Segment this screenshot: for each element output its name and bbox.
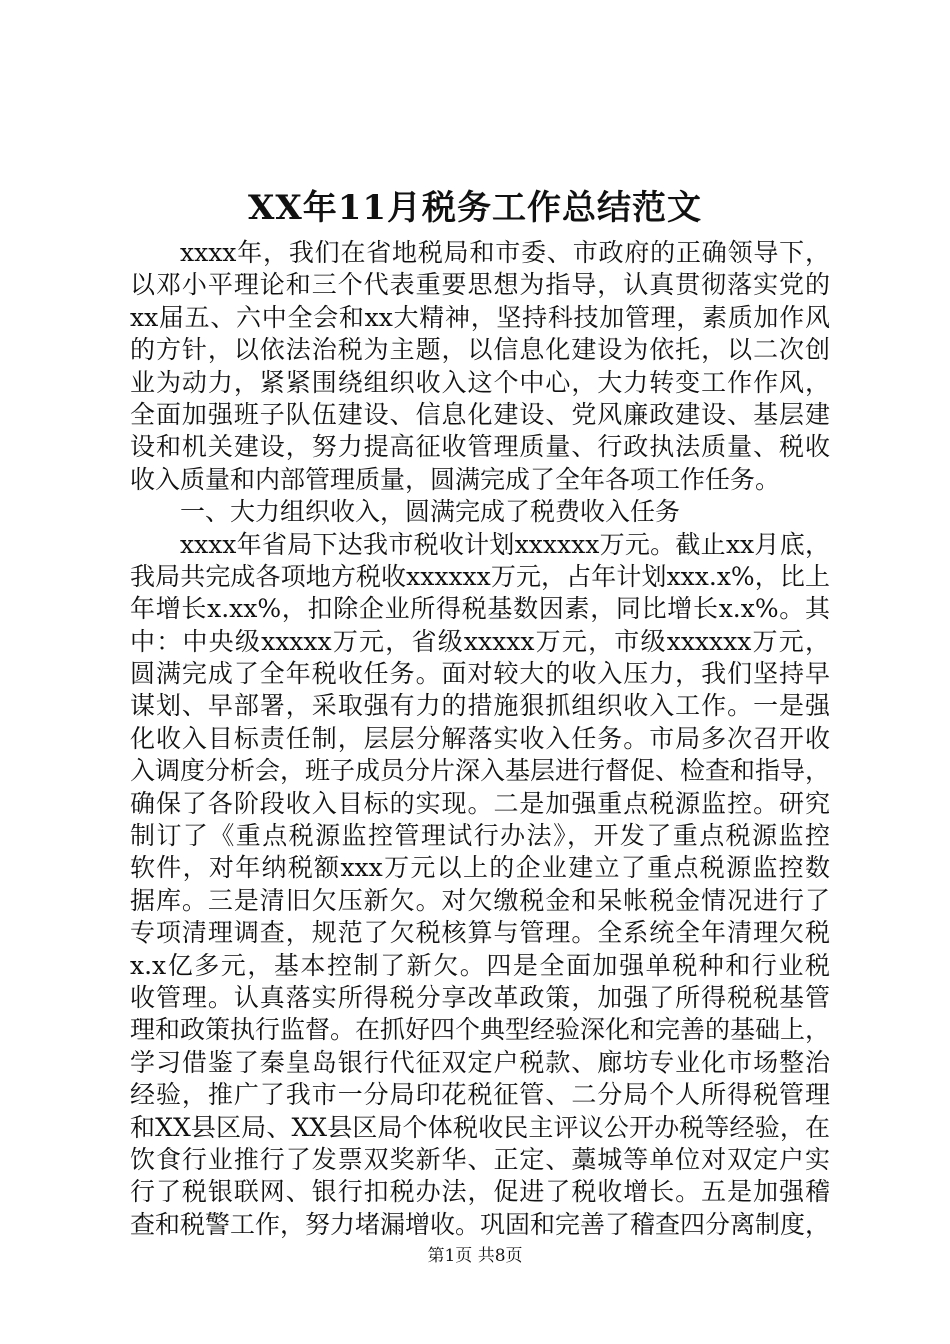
body-line: 以邓小平理论和三个代表重要思想为指导，认真贯彻落实党的 [130,270,830,300]
body-line: 全面加强班子队伍建设、信息化建设、党风廉政建设、基层建 [130,399,830,429]
body-line: xx届五、六中全会和xx大精神，坚持科技加管理，素质加作风 [130,302,830,332]
body-line: 理和政策执行监督。在抓好四个典型经验深化和完善的基础上， [130,1015,831,1045]
body-line: 圆满完成了全年税收任务。面对较大的收入压力，我们坚持早 [130,659,830,689]
body-line: 收管理。认真落实所得税分享改革政策，加强了所得税税基管 [130,982,830,1012]
body-line: 的方针，以依法治税为主题，以信息化建设为依托，以二次创 [130,335,830,365]
page-number: 第1页 共8页 [427,1246,523,1266]
body-line: 业为动力，紧紧围绕组织收入这个中心，大力转变工作作风， [130,367,830,397]
body-line: 设和机关建设，努力提高征收管理质量、行政执法质量、税收 [130,432,830,462]
body-line: xxxx年，我们在省地税局和市委、市政府的正确领导下， [180,238,830,267]
body-line: 谋划、早部署，采取强有力的措施狠抓组织收入工作。一是强 [130,691,830,721]
body-line: 经验，推广了我市一分局印花税征管、二分局个人所得税管理 [130,1080,830,1110]
body-line: 制订了《重点税源监控管理试行办法》，开发了重点税源监控 [130,821,830,851]
body-line: 饮食行业推行了发票双奖新华、正定、藁城等单位对双定户实 [130,1144,830,1174]
body-line: 据库。三是清旧欠压新欠。对欠缴税金和呆帐税金情况进行了 [130,885,830,915]
body-line: 收入质量和内部管理质量，圆满完成了全年各项工作任务。 [130,464,781,494]
body-line: x.x亿多元，基本控制了新欠。四是全面加强单税种和行业税 [130,950,830,980]
body-line: 确保了各阶段收入目标的实现。二是加强重点税源监控。研究 [130,788,830,818]
body-line: 我局共完成各项地方税收xxxxxx万元，占年计划xxx.x%，比上 [130,561,830,591]
body-line: 查和税警工作，努力堵漏增收。巩固和完善了稽查四分离制度， [130,1209,831,1239]
body-line: 化收入目标责任制，层层分解落实收入任务。市局多次召开收 [130,723,830,753]
body-line: 入调度分析会，班子成员分片深入基层进行督促、检查和指导， [130,756,831,786]
body-line: 中：中央级xxxxx万元，省级xxxxx万元，市级xxxxxx万元， [130,626,830,656]
body-line: 专项清理调查，规范了欠税核算与管理。全系统全年清理欠税 [130,918,830,948]
body-line: 软件，对年纳税额xxx万元以上的企业建立了重点税源监控数 [130,853,830,883]
body-line: xxxx年省局下达我市税收计划xxxxxx万元。截止xx月底， [180,529,830,559]
body-line: 学习借鉴了秦皇岛银行代征双定户税款、廊坊专业化市场整治 [130,1047,830,1077]
body-line: 年增长x.xx%，扣除企业所得税基数因素，同比增长x.x%。其 [130,594,830,624]
document-body [130,237,830,1241]
body-line: 和XX县区局、XX县区局个体税收民主评议公开办税等经验，在 [130,1112,830,1142]
document-title: XX年11月税务工作总结范文 [247,188,703,228]
body-line: 行了税银联网、银行扣税办法，促进了税收增长。五是加强稽 [130,1177,830,1207]
section-heading: 一、大力组织收入，圆满完成了税费收入任务 [180,497,681,527]
